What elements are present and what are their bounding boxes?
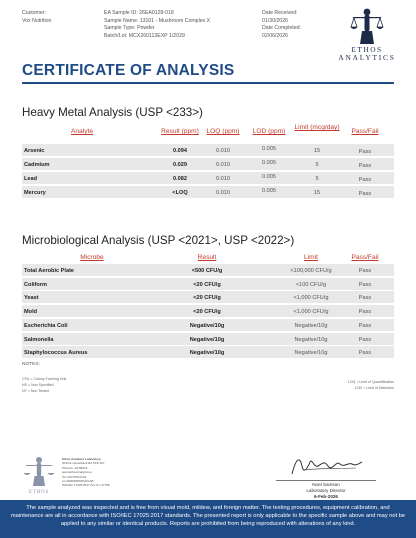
limit-cell: <1,000 CFU/g <box>293 295 329 302</box>
col-loq: LOQ (ppm) <box>206 128 240 135</box>
col-micro-pass-fail: Pass/Fail <box>351 254 379 261</box>
lab-address-line: ISO/IEC 17025:2017 Acc #: L17708 <box>62 483 110 488</box>
result-cell: <20 CFU/g <box>193 295 221 302</box>
small-logo-icon <box>22 455 56 495</box>
ethos-logo <box>334 6 400 64</box>
microbe-cell: Staphylococcus Aureus <box>24 350 88 357</box>
pass-fail-cell: Pass <box>358 268 372 274</box>
microbe-cell: Mold <box>24 309 38 316</box>
table-row <box>22 186 394 199</box>
limit-cell: Negative/10g <box>294 350 328 357</box>
sample-name: Sample Name: 13101 - Mushroom Complex X <box>104 17 211 24</box>
limit-cell: 15 <box>313 148 321 154</box>
signature-date: 6-Feb-2026 <box>313 494 338 499</box>
microbe-cell: Coliform <box>24 281 47 288</box>
date-received-label: Date Received: <box>262 10 298 16</box>
pass-fail-cell: Pass <box>358 177 372 183</box>
table-row <box>22 278 394 291</box>
disclaimer-banner: The sample analyzed was inspected and is free from visual mold, mildew, and foreign matter. The testing procedures, equipment calibration, and maintenance are all in accordance with ISO/IEC 17025:2017 standards. The presented report is only applicable to the specific sample above and may not be applied to any similar or identical products. Reports are prohibited from being reproduced with alterations of any kind. <box>0 500 416 538</box>
def-cfu: CFU = Colony Forming Unit <box>22 377 67 381</box>
page-title: CERTIFICATE OF ANALYSIS <box>22 62 235 79</box>
col-lod: LOD (ppm) <box>252 128 286 135</box>
customer-value: Vox Nutrition <box>22 17 52 24</box>
customer-block <box>22 10 51 25</box>
lab-address-line: Tel: 602-555-0143 <box>62 474 87 479</box>
lod-cell: 0.005 <box>262 188 276 194</box>
table-row <box>22 172 394 185</box>
result-cell: Negative/10g <box>189 336 225 343</box>
pass-fail-cell: Pass <box>358 295 372 302</box>
limit-cell: <100 CFU/g <box>295 281 327 288</box>
lab-address-line: Phoenix, AZ 85016 <box>62 465 88 470</box>
table-row <box>22 305 394 318</box>
lod-cell: 0.005 <box>262 174 276 180</box>
analyte-cell: Mercury <box>24 190 46 196</box>
table-row <box>22 264 394 277</box>
col-limit: Limit (mcg/day) <box>294 124 340 131</box>
col-micro-limit: Limit <box>304 254 318 261</box>
lab-footer <box>22 455 152 495</box>
logo-line2: ANALYTICS <box>338 53 396 62</box>
lod-cell: 0.005 <box>262 160 276 166</box>
logo-line1: ETHOS <box>351 45 383 54</box>
sample-type: Sample Type: Powder <box>104 25 155 32</box>
col-micro-result: Result <box>197 254 217 261</box>
microbe-cell: Escherichia Coli <box>24 322 68 329</box>
result-cell: 0.029 <box>173 162 187 168</box>
defs-right <box>348 379 394 391</box>
limit-cell: 15 <box>313 190 321 196</box>
microbe-cell: Total Aerobic Plate <box>24 268 75 274</box>
pass-fail-cell: Pass <box>358 322 372 329</box>
result-cell: 0.082 <box>173 176 187 182</box>
limit-cell: 5 <box>315 176 319 182</box>
col-analyte: Analyte <box>71 128 93 135</box>
loq-cell: 0.010 <box>216 148 230 154</box>
svg-text:ETHOS: ETHOS <box>28 490 50 495</box>
col-pass-fail: Pass/Fail <box>351 128 379 135</box>
pass-fail-cell: Pass <box>358 191 372 197</box>
result-cell: <20 CFU/g <box>193 281 221 288</box>
microbe-cell: Yeast <box>24 295 39 302</box>
def-lod: LOD = Limit of Detection <box>354 386 394 391</box>
signatory <box>276 482 376 500</box>
date-received: 01/30/2026 <box>262 17 288 24</box>
analyte-cell: Arsenic <box>24 148 45 154</box>
micro-title: Microbiological Analysis (USP <2021>, USP <2022>) <box>22 234 295 247</box>
microbe-cell: Salmonella <box>24 336 54 343</box>
pass-fail-cell: Pass <box>358 163 372 169</box>
result-cell: <500 CFU/g <box>191 268 223 274</box>
lab-address-line: Ethos Analytics Laboratory <box>62 457 101 461</box>
result-cell: <LOQ <box>172 190 188 196</box>
pass-fail-cell: Pass <box>358 350 372 357</box>
analyte-cell: Cadmium <box>24 162 50 168</box>
batch-lot: Batch/Lot: MCX260113EXP 1/2029 <box>104 32 185 39</box>
pass-fail-cell: Pass <box>358 336 372 343</box>
limit-cell: 5 <box>315 162 319 168</box>
limit-cell: <100,000 CFU/g <box>290 268 332 274</box>
limit-cell: <1,000 CFU/g <box>293 309 329 316</box>
def-loq: LOQ = Limit of Quantification <box>347 380 394 384</box>
limit-cell: Negative/10g <box>294 322 328 329</box>
signature-line <box>276 480 376 481</box>
table-row <box>22 144 394 157</box>
handwritten-signature <box>286 452 366 480</box>
heavy-metals-title: Heavy Metal Analysis (USP <233>) <box>22 106 203 119</box>
dates-block <box>262 10 301 40</box>
result-cell: 0.094 <box>173 148 187 154</box>
title-divider <box>22 82 394 84</box>
pass-fail-cell: Pass <box>358 281 372 288</box>
result-cell: Negative/10g <box>189 350 225 357</box>
signatory-name: Noel Samson <box>312 482 340 487</box>
lab-address-line: Lic #00000000PHXLAB <box>62 479 94 484</box>
defs-left <box>22 376 66 395</box>
signatory-role: Laboratory Director <box>306 488 346 493</box>
scales-of-justice-icon <box>350 6 384 46</box>
col-result: Result (ppm) <box>161 128 199 135</box>
def-nt: NT = Non Tested <box>22 389 49 394</box>
pass-fail-cell: Pass <box>358 309 372 316</box>
def-ns: NS = Non Specified <box>22 383 54 388</box>
lod-cell: 0.005 <box>262 146 276 152</box>
notes-label: NOTES: <box>22 362 40 367</box>
table-row <box>22 346 394 359</box>
lab-address-line: 3010 E Camelback Rd STE 397 <box>62 461 105 466</box>
sample-block <box>104 10 210 40</box>
table-row <box>22 333 394 346</box>
analyte-cell: Lead <box>24 176 38 182</box>
table-row <box>22 158 394 171</box>
date-completed: 02/06/2026 <box>262 32 288 39</box>
result-cell: Negative/10g <box>189 322 225 329</box>
sample-id: EA Sample ID: 26EA0128-018 <box>104 10 174 16</box>
limit-cell: Negative/10g <box>294 336 328 343</box>
date-completed-label: Date Completed: <box>262 25 301 32</box>
lab-address <box>62 457 110 488</box>
pass-fail-cell: Pass <box>358 149 372 155</box>
table-row <box>22 291 394 304</box>
table-row <box>22 319 394 332</box>
signature-block <box>276 452 376 498</box>
loq-cell: 0.010 <box>216 162 230 168</box>
customer-label: Customer: <box>22 10 46 16</box>
lab-address-line: www.EthosAnalytics.io <box>62 470 93 475</box>
col-microbe: Microbe <box>80 254 104 261</box>
result-cell: <20 CFU/g <box>193 309 221 316</box>
loq-cell: 0.010 <box>216 190 230 196</box>
heavy-metals-header <box>22 124 394 140</box>
loq-cell: 0.010 <box>216 176 230 182</box>
